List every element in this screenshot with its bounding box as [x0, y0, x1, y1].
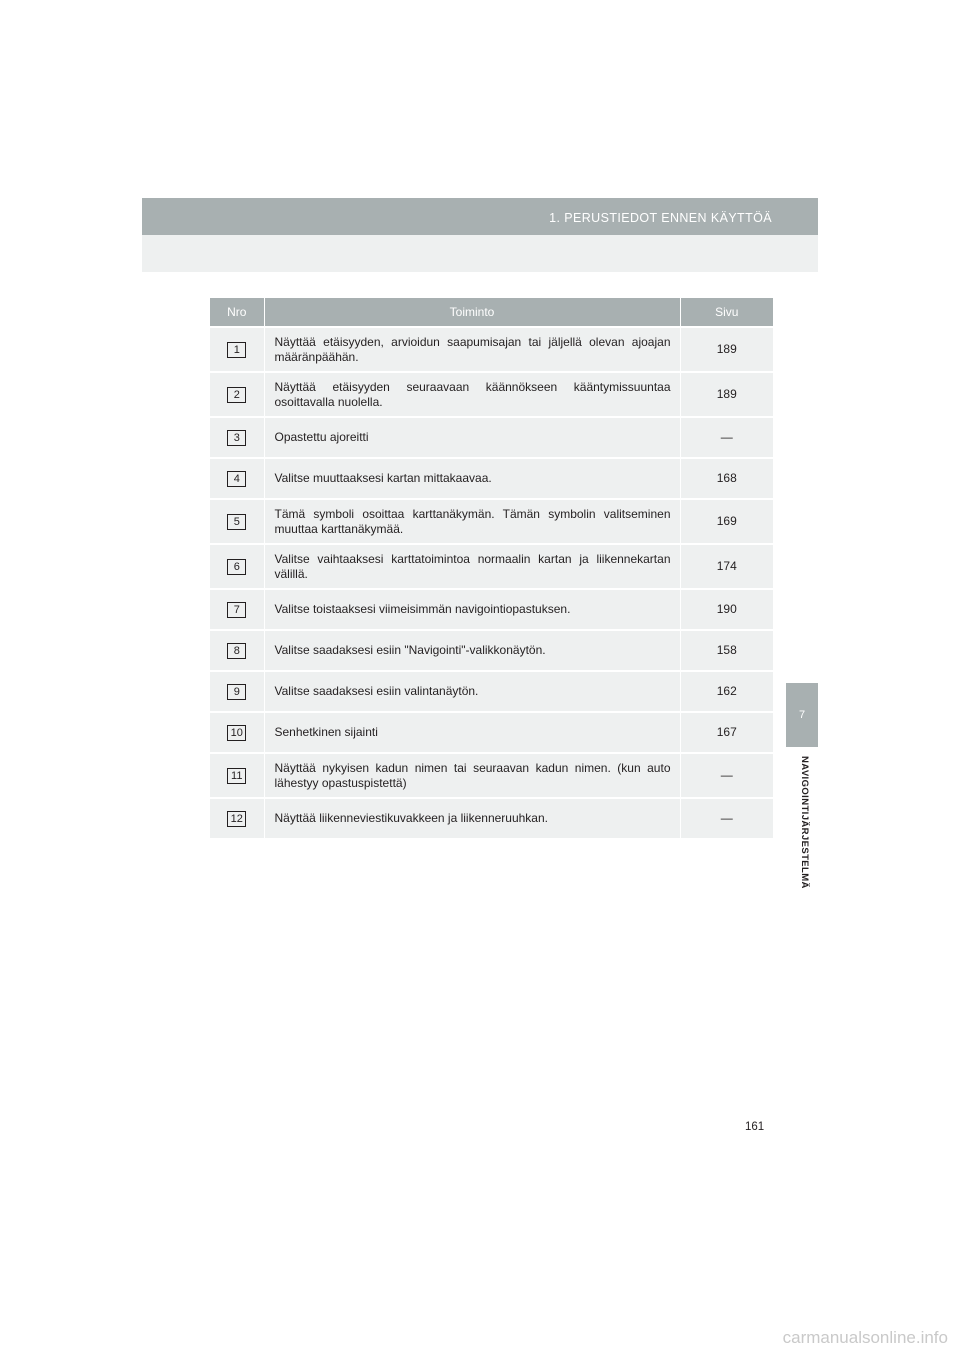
page-reference: — [680, 753, 773, 798]
column-header-page: Sivu [680, 298, 773, 327]
chapter-label: NAVIGOINTIJÄRJESTELMÄ [799, 756, 810, 889]
item-number-badge: 6 [227, 559, 246, 575]
function-description: Senhetkinen sijainti [264, 712, 680, 753]
function-description: Näyttää etäisyyden, arvioidun saapumisajan tai jäljellä olevan ajoajan määränpäähän. [264, 327, 680, 372]
table-row [210, 798, 773, 838]
table-row [210, 372, 773, 417]
table-row [210, 499, 773, 544]
item-number-badge: 8 [227, 643, 246, 659]
table-row [210, 417, 773, 458]
table-header-row [210, 298, 773, 327]
page-reference: 167 [680, 712, 773, 753]
function-description: Valitse toistaaksesi viimeisimmän navigointiopastuksen. [264, 589, 680, 630]
table-row [210, 753, 773, 798]
item-number-badge: 11 [227, 768, 246, 784]
table-row [210, 630, 773, 671]
page-reference: 158 [680, 630, 773, 671]
function-table [210, 298, 773, 838]
item-number-badge: 3 [227, 430, 246, 446]
function-description: Valitse vaihtaaksesi karttatoimintoa normaalin kartan ja liikennekartan välillä. [264, 544, 680, 589]
item-number-badge: 7 [227, 602, 246, 618]
item-number-badge: 1 [227, 342, 246, 358]
table-row [210, 671, 773, 712]
page-reference: 190 [680, 589, 773, 630]
table-row [210, 458, 773, 499]
function-description: Näyttää etäisyyden seuraavaan käännökseen kääntymissuuntaa osoittavalla nuolella. [264, 372, 680, 417]
item-number-badge: 2 [227, 387, 246, 403]
watermark: carmanualsonline.info [782, 1328, 948, 1347]
page-reference: — [680, 798, 773, 838]
function-description: Opastettu ajoreitti [264, 417, 680, 458]
page-reference: 189 [680, 372, 773, 417]
function-description: Näyttää nykyisen kadun nimen tai seuraavan kadun nimen. (kun auto lähestyy opastuspistettä) [264, 753, 680, 798]
table-row [210, 544, 773, 589]
page-reference: 169 [680, 499, 773, 544]
table-row [210, 327, 773, 372]
page-reference: 189 [680, 327, 773, 372]
page-reference: 162 [680, 671, 773, 712]
function-description: Valitse muuttaaksesi kartan mittakaavaa. [264, 458, 680, 499]
section-header-bar [142, 198, 818, 235]
page-number: 161 [745, 1121, 765, 1133]
item-number-badge: 9 [227, 684, 246, 700]
section-subheader-band [142, 235, 818, 272]
function-description: Tämä symboli osoittaa karttanäkymän. Tämän symbolin valitseminen muuttaa karttanäkymää. [264, 499, 680, 544]
page-reference: — [680, 417, 773, 458]
function-description: Näyttää liikenneviestikuvakkeen ja liikenneruuhkan. [264, 798, 680, 838]
chapter-tab [786, 683, 818, 747]
function-description: Valitse saadaksesi esiin "Navigointi"-valikkonäytön. [264, 630, 680, 671]
section-title: 1. PERUSTIEDOT ENNEN KÄYTTÖÄ [549, 211, 772, 225]
item-number-badge: 12 [227, 811, 246, 827]
function-description: Valitse saadaksesi esiin valintanäytön. [264, 671, 680, 712]
column-header-function: Toiminto [264, 298, 680, 327]
column-header-number: Nro [210, 298, 264, 327]
table-row [210, 712, 773, 753]
page-reference: 168 [680, 458, 773, 499]
table-row [210, 589, 773, 630]
item-number-badge: 5 [227, 514, 246, 530]
chapter-number: 7 [798, 709, 806, 721]
item-number-badge: 10 [227, 725, 246, 741]
page-reference: 174 [680, 544, 773, 589]
item-number-badge: 4 [227, 471, 246, 487]
